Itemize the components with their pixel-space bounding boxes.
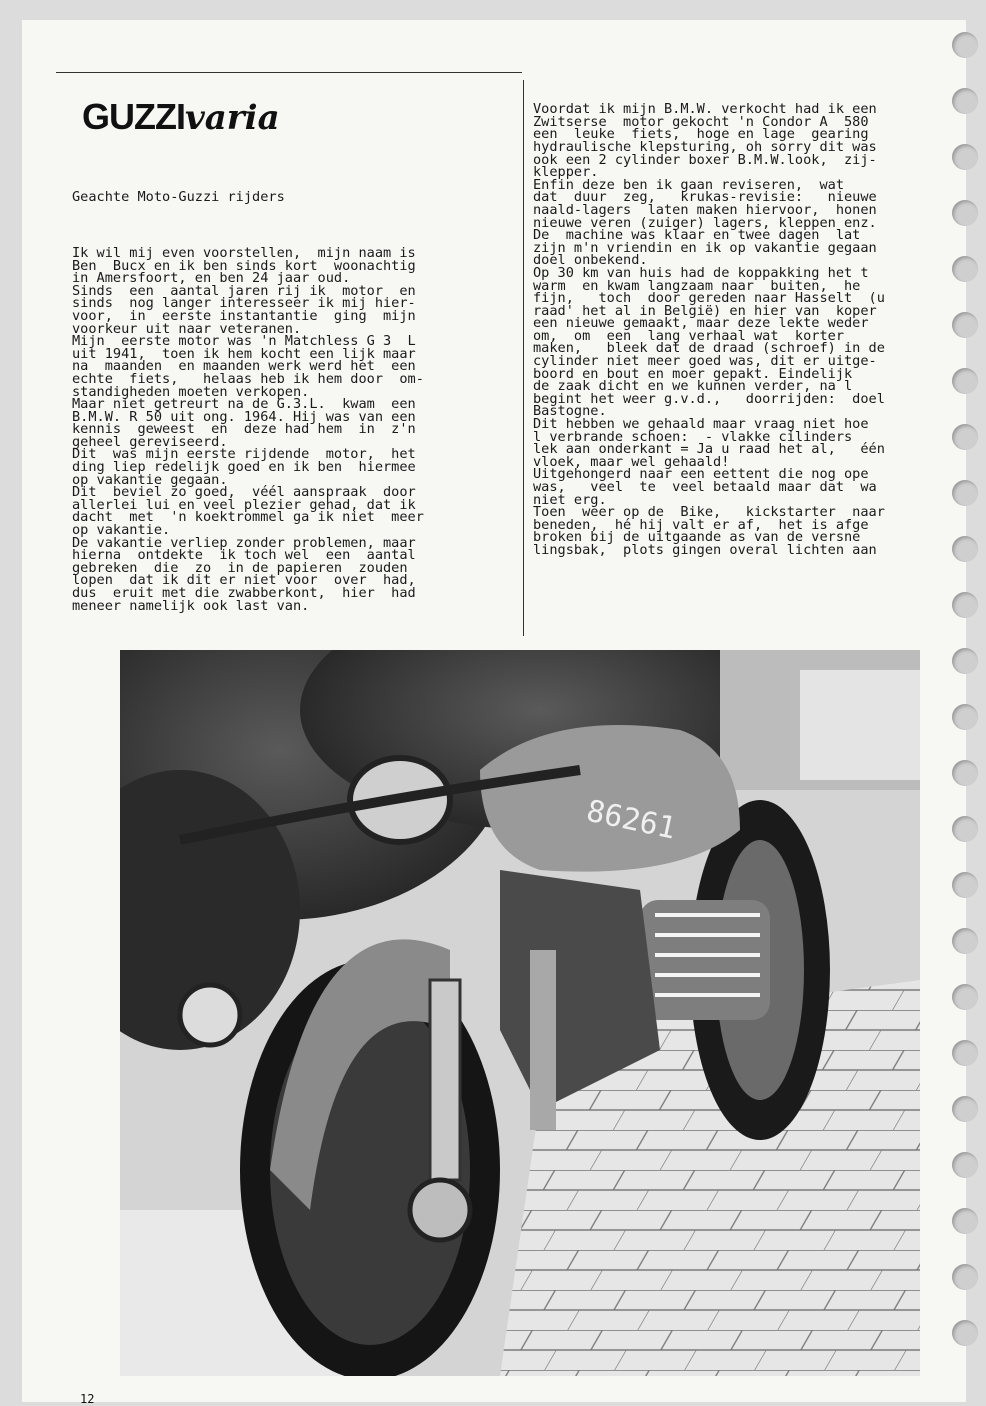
text-line: De machine was klaar en twee dagen lat	[533, 227, 861, 244]
binding-hole	[952, 1264, 978, 1290]
text-line: Dit hebben we gehaald maar vraag niet hoe	[533, 416, 869, 433]
text-line: op vakantie.	[72, 522, 171, 539]
text-line: Bastogne.	[533, 403, 607, 420]
text-line: Ben Bucx en ik ben sinds kort woonachtig	[72, 257, 416, 274]
text-line: Enfin deze ben ik gaan reviseren, wat	[533, 176, 844, 193]
right-text-lines	[533, 103, 961, 556]
text-line: Uitgehongerd naar een eettent die nog ope	[533, 466, 869, 483]
salutation: Geachte Moto-Guzzi rijders	[72, 189, 285, 206]
article-column-right	[533, 78, 961, 569]
text-line: hierna ontdekte ik toch wel een aantal	[72, 547, 416, 564]
text-line: Ik wil mij even voorstellen, mijn naam is	[72, 244, 416, 261]
text-line: in Amersfoort, en ben 24 jaar oud.	[72, 270, 351, 287]
binding-hole	[952, 648, 978, 674]
text-line: was, veel te veel betaald maar dat wa	[533, 479, 877, 495]
masthead-word: varia	[184, 98, 280, 138]
text-line: gebreken die zo in de papieren zouden	[72, 559, 408, 576]
text-line: Mijn eerste motor was 'n Matchless G 3 L	[72, 333, 416, 350]
text-line: voor, in eerste instantantie ging mijn	[72, 307, 416, 324]
text-line: na maanden en maanden werk werd het een	[72, 358, 416, 375]
text-line: naald-lagers laten maken hiervoor, honen	[533, 201, 877, 218]
guzzi-varia-masthead	[82, 96, 382, 140]
text-line: voorkeur uit naar veteranen.	[72, 320, 302, 337]
text-line: zijn m'n vriendin en ik op vakantie gegaan	[533, 239, 877, 256]
text-line: geheel gereviseerd.	[72, 433, 228, 450]
text-line: De vakantie verliep zonder problemen, maar	[72, 534, 416, 551]
binding-hole	[952, 816, 978, 842]
text-line: B.M.W. R 50 uit ong. 1964. Hij was van een	[72, 408, 416, 425]
binding-hole	[952, 1152, 978, 1178]
text-line: l verbrande schoen: - vlakke cilinders	[533, 428, 853, 445]
text-line: hydraulische klepsturing, oh sorry dit was	[533, 138, 877, 155]
binding-hole	[952, 928, 978, 954]
text-line: kennis geweest en deze had hem in z'n	[72, 421, 416, 438]
text-line: maken, bleek dat de draad (schroef) in de	[533, 340, 885, 357]
text-line: Maar niet getreurt na de G.3.L. kwam een	[72, 396, 416, 413]
text-line: dus eruit met die zwabberkont, hier had	[72, 585, 416, 601]
text-line: allerlei lui en veel plezier gehad, dat ik	[72, 496, 416, 513]
text-line: Dit was mijn eerste rijdende motor, het	[72, 446, 416, 463]
top-rule	[56, 72, 522, 73]
text-line: om, om een lang verhaal wat korter	[533, 327, 844, 344]
text-line: lek aan onderkant = Ja u raad het al, één	[533, 441, 885, 458]
masthead-brand: GUZZI	[82, 96, 185, 137]
text-line: Dit beviel zo goed, véél aanspraak door	[72, 484, 416, 501]
text-line: klepper.	[533, 164, 599, 181]
text-line: ook een 2 cylinder boxer B.M.W.look, zij-	[533, 151, 877, 168]
binding-hole	[952, 1096, 978, 1122]
binding-hole	[952, 984, 978, 1010]
text-line: standigheden moeten verkopen.	[72, 383, 310, 400]
text-line: ding liep redelijk goed en ik ben hiermee	[72, 459, 416, 476]
text-line: sinds nog langer interesseer ik mij hier-	[72, 295, 416, 312]
binding-hole	[952, 592, 978, 618]
text-line: niet erg.	[533, 491, 607, 508]
motorcycle-photo	[120, 650, 920, 1376]
binding-hole	[952, 1208, 978, 1234]
text-line: dacht met 'n koektrommel ga ik niet meer	[72, 509, 424, 526]
text-line: begint het weer g.v.d., doorrijden: doel	[533, 390, 885, 407]
text-line: Voordat ik mijn B.M.W. verkocht had ik een	[533, 101, 877, 118]
binding-hole	[952, 32, 978, 58]
column-divider	[523, 80, 524, 636]
text-line: Op 30 km van huis had de koppakking het t	[533, 264, 869, 281]
text-line: warm en kwam langzaam naar buiten, he	[533, 277, 861, 294]
text-line: broken bij de uitgaande as van de versne	[533, 529, 861, 546]
text-line: Sinds een aantal jaren rij ik motor en	[72, 282, 416, 299]
text-line: Zwitserse motor gekocht 'n Condor A 580	[533, 113, 869, 130]
text-line: uit 1941, toen ik hem kocht een lijk maar	[72, 345, 416, 362]
binding-hole	[952, 760, 978, 786]
text-line: Toen weer op de Bike, kickstarter naar	[533, 504, 885, 521]
binding-hole	[952, 1040, 978, 1066]
text-line: fijn, toch door gereden naar Hasselt (u	[533, 290, 885, 307]
text-line: dat duur zeg, krukas-revisie: nieuwe	[533, 189, 877, 206]
text-line: op vakantie gegaan.	[72, 471, 228, 488]
text-line: raad' het al in België) en hier van koper	[533, 302, 877, 319]
text-line: vloek, maar wel gehaald!	[533, 453, 730, 470]
text-line: cylinder niet meer goed was, dit er uitge-	[533, 353, 877, 370]
binding-hole	[952, 1320, 978, 1346]
binding-hole	[952, 872, 978, 898]
text-line: boord en bout en moer gepakt. Eindelijk	[533, 365, 853, 382]
text-line: lopen dat ik dit er niet voor over had,	[72, 572, 416, 589]
left-text-lines	[72, 244, 512, 614]
text-line: een leuke fiets, hoge en lage gearing	[533, 126, 869, 143]
text-line: een nieuwe gemaakt, maar deze lekte weder	[533, 315, 869, 332]
text-line: doel onbekend.	[533, 252, 648, 269]
tank-number: 86261	[583, 793, 679, 847]
text-line: de zaak dicht en we kunnen verder, na l	[533, 378, 853, 395]
text-line: meneer namelijk ook last van.	[72, 597, 310, 614]
text-line: echte fiets, helaas heb ik hem door om-	[72, 370, 424, 387]
text-line: nieuwe veren (zuiger) lagers, kleppen enz.	[533, 214, 877, 231]
binding-hole	[952, 704, 978, 730]
text-line: beneden, hé hij valt er af, het is afge	[533, 516, 869, 533]
article-column-left	[72, 166, 512, 625]
text-line: lingsbak, plots gingen overal lichten aan	[533, 541, 877, 558]
page-number: 12	[80, 1392, 95, 1406]
